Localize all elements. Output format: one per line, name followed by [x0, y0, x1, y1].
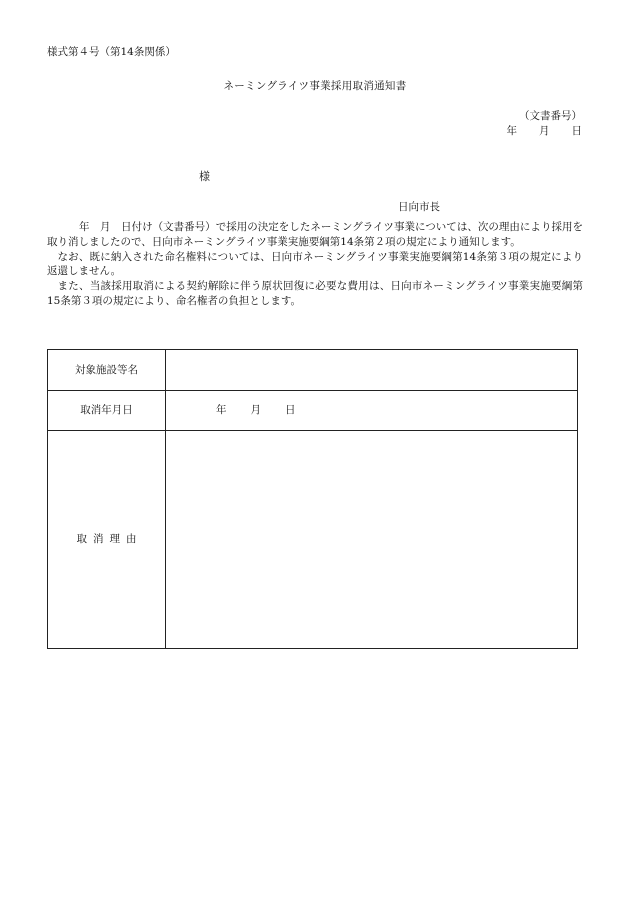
- table-row-cancel-date: [48, 391, 578, 431]
- body-paragraph-2: なお、既に納入された命名権料については、日向市ネーミングライツ事業実施要綱第14条第３項の規定により返還しません。: [47, 250, 583, 278]
- cancel-date-year: 年: [216, 404, 227, 417]
- document-number-label: （文書番号）: [519, 110, 582, 122]
- issue-date-year: 年: [506, 125, 517, 137]
- table-row-reason: [48, 431, 578, 649]
- cancel-date-month: 月: [250, 404, 261, 417]
- details-table: [47, 349, 578, 649]
- document-title: ネーミングライツ事業採用取消通知書: [223, 80, 407, 92]
- cancel-reason-value: [166, 431, 578, 649]
- sender-name: 日向市長: [398, 201, 440, 213]
- cancel-date-value: [166, 391, 578, 431]
- table-row-facility: [48, 350, 578, 391]
- cancel-date-day: 日: [285, 404, 296, 417]
- body-paragraph-3: また、当該採用取消による契約解除に伴う原状回復に必要な費用は、日向市ネーミングライツ事業実施要綱第15条第３項の規定により、命名権者の負担とします。: [47, 280, 583, 307]
- body-paragraph-1: 年 月 日付け（文書番号）で採用の決定をしたネーミングライツ事業については、次の理由により採用を取り消しましたので、日向市ネーミングライツ事業実施要綱第14条第２項の規定により通知します。: [47, 221, 583, 248]
- issue-date: [507, 124, 583, 138]
- cancel-reason-label: [48, 431, 166, 649]
- cancel-reason-label-text: 取消理由: [76, 533, 143, 546]
- issue-date-day: 日: [571, 125, 582, 137]
- recipient-honorific: 様: [199, 170, 210, 183]
- facility-name-value: [166, 350, 578, 391]
- facility-name-label: 対象施設等名: [48, 350, 166, 391]
- cancel-date-label: 取消年月日: [48, 391, 166, 431]
- notice-body: [47, 220, 583, 309]
- issue-date-month: 月: [539, 125, 550, 137]
- form-number: 様式第４号（第14条関係）: [47, 46, 176, 58]
